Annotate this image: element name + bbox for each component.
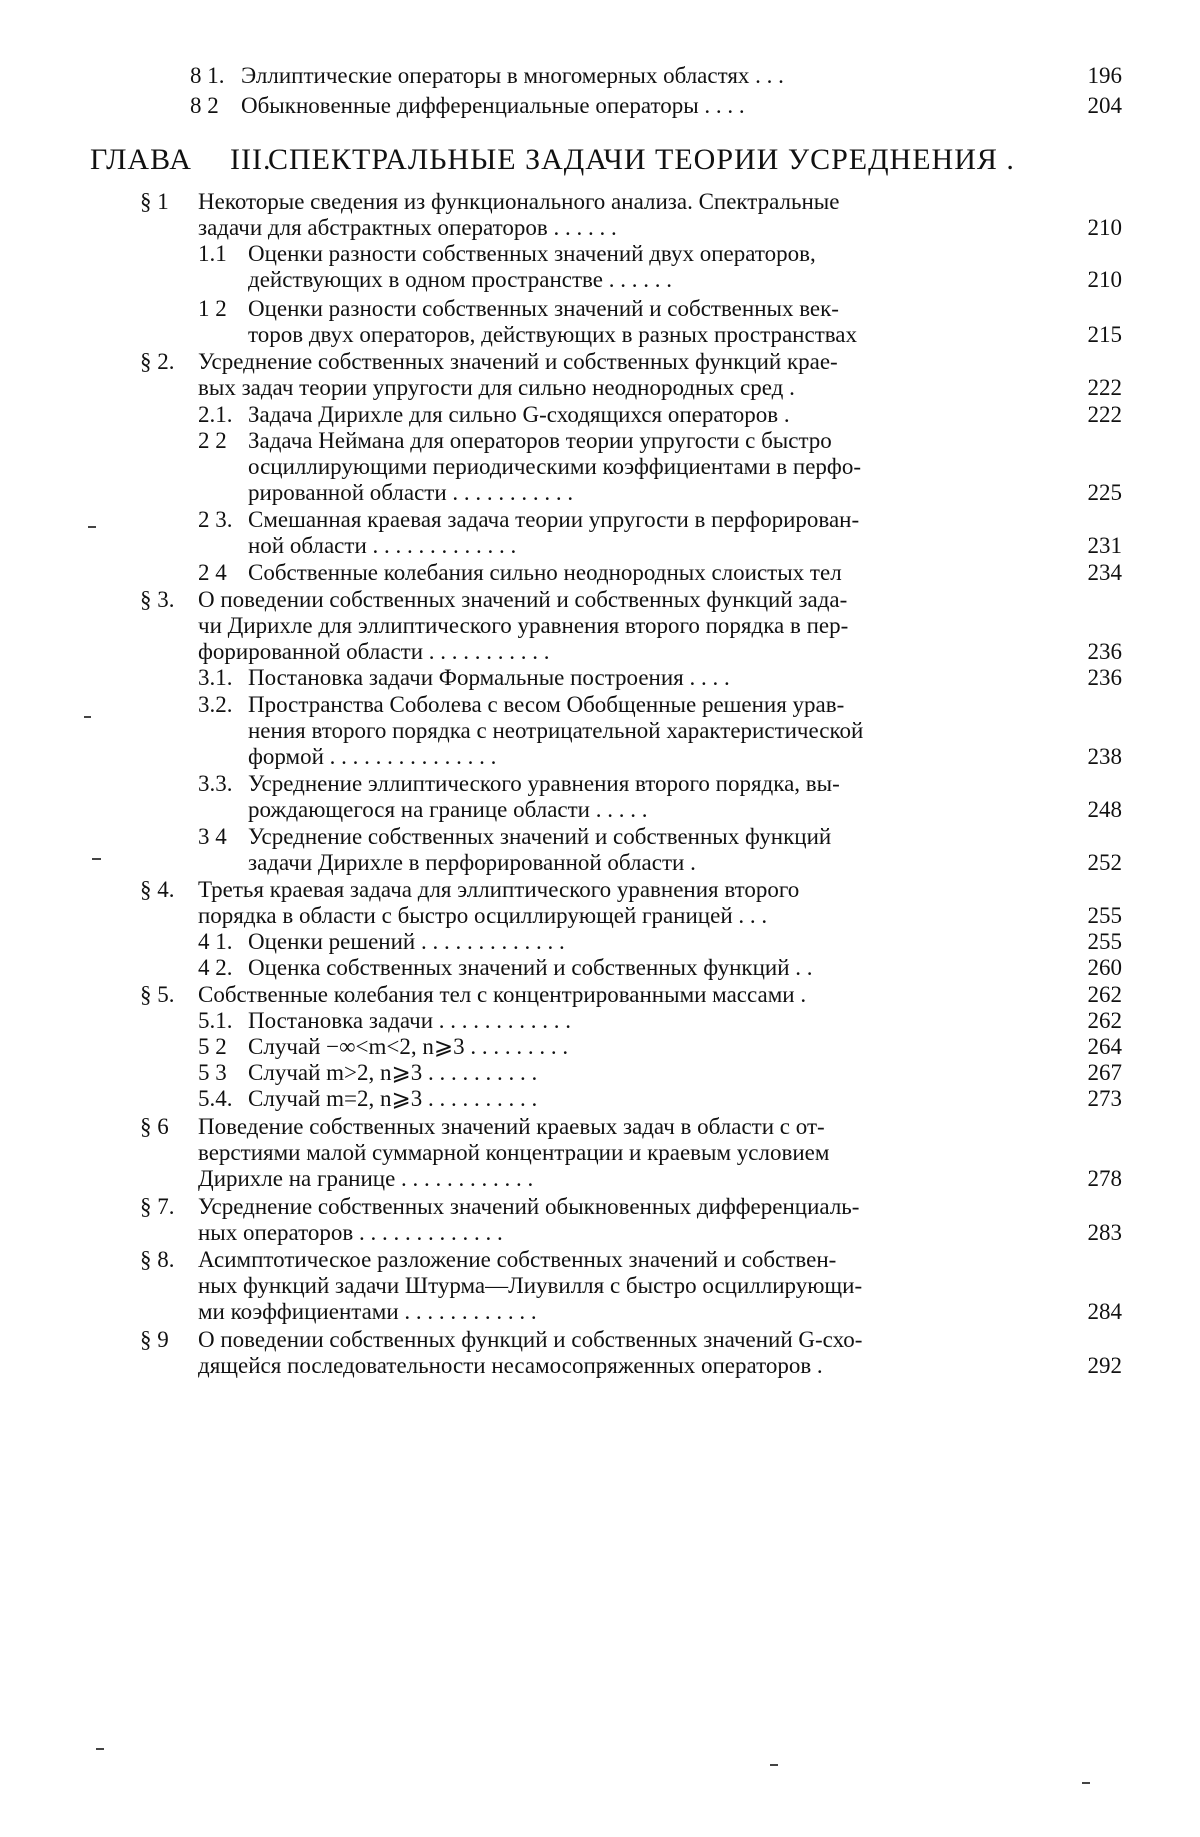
entry-number: 3.2. bbox=[198, 692, 233, 717]
page-number: 234 bbox=[1087, 560, 1122, 585]
entry-title-line: О поведении собственных значений и собственных функций зада- bbox=[198, 587, 848, 612]
page-number: 222 bbox=[1087, 402, 1122, 427]
entry-title-line: рождающегося на границе области . . . . . bbox=[248, 797, 648, 822]
page-number: 284 bbox=[1087, 1299, 1122, 1324]
page-number: 267 bbox=[1087, 1060, 1122, 1085]
entry-title-line: Случай m=2, n⩾3 . . . . . . . . . . bbox=[248, 1086, 538, 1111]
page-number: 264 bbox=[1087, 1034, 1122, 1059]
entry-title: Эллиптические операторы в многомерных областях . . . bbox=[241, 63, 784, 88]
entry-number: 2 2 bbox=[198, 428, 227, 453]
entry-number: 5 3 bbox=[198, 1060, 227, 1085]
entry-number: 1.1 bbox=[198, 241, 227, 266]
page-number: 255 bbox=[1087, 903, 1122, 928]
section-mark: § 6 bbox=[140, 1114, 169, 1139]
entry-title-line: вых задач теории упругости для сильно неоднородных сред . bbox=[198, 375, 795, 400]
entry-number: 5 2 bbox=[198, 1034, 227, 1059]
entry-number: 4 1. bbox=[198, 929, 233, 954]
scan-speck bbox=[92, 858, 101, 860]
entry-title-line: рированной области . . . . . . . . . . . bbox=[248, 480, 574, 505]
chapter-heading bbox=[0, 140, 1200, 180]
entry-number: 3 4 bbox=[198, 824, 227, 849]
entry-title-line: торов двух операторов, действующих в разных пространствах bbox=[248, 322, 858, 347]
entry-title-line: чи Дирихле для эллиптического уравнения второго порядка в пер- bbox=[198, 613, 849, 638]
entry-title-line: Пространства Соболева с весом Обобщенные решения урав- bbox=[248, 692, 845, 717]
section-mark: § 8. bbox=[140, 1247, 175, 1272]
entry-title-line: дящейся последовательности несамосопряженных операторов . bbox=[198, 1353, 823, 1378]
page-number: 210 bbox=[1087, 215, 1122, 240]
entry-title-line: Усреднение эллиптического уравнения второго порядка, вы- bbox=[248, 771, 840, 796]
entry-title-line: Постановка задачи Формальные построения . . . . bbox=[248, 665, 730, 690]
entry-title-line: Собственные колебания сильно неоднородных слоистых тел bbox=[248, 560, 842, 585]
entry-title-line: Задача Дирихле для сильно G-сходящихся операторов . bbox=[248, 402, 790, 427]
page-number: 252 bbox=[1087, 850, 1122, 875]
page-number: 292 bbox=[1087, 1353, 1122, 1378]
entry-number: 8 1. bbox=[190, 63, 225, 88]
section-mark: § 7. bbox=[140, 1194, 175, 1219]
chapter-number: III. bbox=[230, 143, 272, 176]
toc-section-9-cont bbox=[0, 1351, 1200, 1385]
entry-title-line: верстиями малой суммарной концентрации и краевым условием bbox=[198, 1140, 830, 1165]
page-number: 248 bbox=[1087, 797, 1122, 822]
entry-title-line: Оценки разности собственных значений и собственных век- bbox=[248, 296, 839, 321]
page-number: 231 bbox=[1087, 533, 1122, 558]
section-mark: § 3. bbox=[140, 587, 175, 612]
entry-title-line: Оценки решений . . . . . . . . . . . . . bbox=[248, 929, 565, 954]
entry-title-line: ной области . . . . . . . . . . . . . bbox=[248, 533, 517, 558]
entry-title-line: ных функций задачи Штурма—Лиувилля с быстро осциллирующи- bbox=[198, 1273, 863, 1298]
page-number: 236 bbox=[1087, 665, 1122, 690]
entry-title-line: Третья краевая задача для эллиптического уравнения второго bbox=[198, 877, 800, 902]
entry-title-line: Дирихле на границе . . . . . . . . . . . . bbox=[198, 1166, 534, 1191]
entry-title-line: задачи для абстрактных операторов . . . . . . bbox=[198, 215, 617, 240]
entry-number: 2 4 bbox=[198, 560, 227, 585]
entry-title-line: формой . . . . . . . . . . . . . . . bbox=[248, 744, 497, 769]
entry-title-line: Оценки разности собственных значений двух операторов, bbox=[248, 241, 816, 266]
entry-title-line: Задача Неймана для операторов теории упругости с быстро bbox=[248, 428, 832, 453]
page-number: 204 bbox=[1087, 93, 1122, 118]
entry-title-line: порядка в области с быстро осциллирующей границей . . . bbox=[198, 903, 768, 928]
entry-number: 3.3. bbox=[198, 771, 233, 796]
chapter-title: СПЕКТРАЛЬНЫЕ ЗАДАЧИ ТЕОРИИ УСРЕДНЕНИЯ . bbox=[268, 143, 1015, 176]
scan-speck bbox=[84, 716, 91, 718]
entry-title-line: Усреднение собственных значений и собственных функций bbox=[248, 824, 832, 849]
entry-title-line: Усреднение собственных значений и собственных функций крае- bbox=[198, 349, 838, 374]
section-mark: § 9 bbox=[140, 1327, 169, 1352]
page-number: 278 bbox=[1087, 1166, 1122, 1191]
page-number: 222 bbox=[1087, 375, 1122, 400]
entry-title-line: нения второго порядка с неотрицательной характеристической bbox=[248, 718, 864, 743]
section-mark: § 4. bbox=[140, 877, 175, 902]
entry-title-line: Некоторые сведения из функционального анализа. Спектральные bbox=[198, 189, 840, 214]
toc-entry-8-1 bbox=[0, 61, 1200, 95]
entry-number: 5.4. bbox=[198, 1086, 233, 1111]
entry-number: 4 2. bbox=[198, 955, 233, 980]
entry-title-line: ми коэффициентами . . . . . . . . . . . . bbox=[198, 1299, 537, 1324]
page-number: 225 bbox=[1087, 480, 1122, 505]
entry-title-line: ных операторов . . . . . . . . . . . . . bbox=[198, 1220, 503, 1245]
entry-title-line: задачи Дирихле в перфорированной области . bbox=[248, 850, 696, 875]
entry-number: 1 2 bbox=[198, 296, 227, 321]
entry-number: 3.1. bbox=[198, 665, 233, 690]
toc-entry-8-2 bbox=[0, 91, 1200, 125]
entry-title-line: Случай −∞<m<2, n⩾3 . . . . . . . . . bbox=[248, 1034, 569, 1059]
entry-title-line: осциллирующими периодическими коэффициентами в перфо- bbox=[248, 454, 861, 479]
entry-number: 2 3. bbox=[198, 507, 233, 532]
entry-title-line: Случай m>2, n⩾3 . . . . . . . . . . bbox=[248, 1060, 538, 1085]
page-number: 273 bbox=[1087, 1086, 1122, 1111]
scan-speck bbox=[96, 1748, 104, 1750]
entry-title-line: О поведении собственных функций и собственных значений G-схо- bbox=[198, 1327, 863, 1352]
entry-number: 5.1. bbox=[198, 1008, 233, 1033]
entry-number: 8 2 bbox=[190, 93, 219, 118]
entry-title-line: Постановка задачи . . . . . . . . . . . . bbox=[248, 1008, 572, 1033]
page-number: 283 bbox=[1087, 1220, 1122, 1245]
entry-title-line: Асимптотическое разложение собственных значений и собствен- bbox=[198, 1247, 837, 1272]
page-number: 196 bbox=[1087, 63, 1122, 88]
entry-title-line: Поведение собственных значений краевых задач в области с от- bbox=[198, 1114, 825, 1139]
page-number: 260 bbox=[1087, 955, 1122, 980]
entry-title-line: форированной области . . . . . . . . . . . bbox=[198, 639, 550, 664]
page-number: 236 bbox=[1087, 639, 1122, 664]
entry-number: 2.1. bbox=[198, 402, 233, 427]
entry-title-line: Усреднение собственных значений обыкновенных дифференциаль- bbox=[198, 1194, 860, 1219]
entry-title: Обыкновенные дифференциальные операторы . . . . bbox=[241, 93, 745, 118]
section-mark: § 1 bbox=[140, 189, 169, 214]
scan-speck bbox=[88, 526, 96, 528]
entry-title-line: действующих в одном пространстве . . . . . . bbox=[248, 267, 672, 292]
entry-title-line: Оценка собственных значений и собственных функций . . bbox=[248, 955, 813, 980]
section-mark: § 2. bbox=[140, 349, 175, 374]
page-number: 262 bbox=[1087, 982, 1122, 1007]
page-number: 215 bbox=[1087, 322, 1122, 347]
section-mark: § 5. bbox=[140, 982, 175, 1007]
page-number: 255 bbox=[1087, 929, 1122, 954]
scan-speck bbox=[770, 1764, 778, 1766]
entry-title-line: Собственные колебания тел с концентрированными массами . bbox=[198, 982, 807, 1007]
scan-speck bbox=[1082, 1782, 1090, 1784]
page-number: 210 bbox=[1087, 267, 1122, 292]
page-number: 238 bbox=[1087, 744, 1122, 769]
entry-title-line: Смешанная краевая задача теории упругости в перфорирован- bbox=[248, 507, 860, 532]
page-number: 262 bbox=[1087, 1008, 1122, 1033]
chapter-label: ГЛАВА bbox=[90, 143, 192, 176]
